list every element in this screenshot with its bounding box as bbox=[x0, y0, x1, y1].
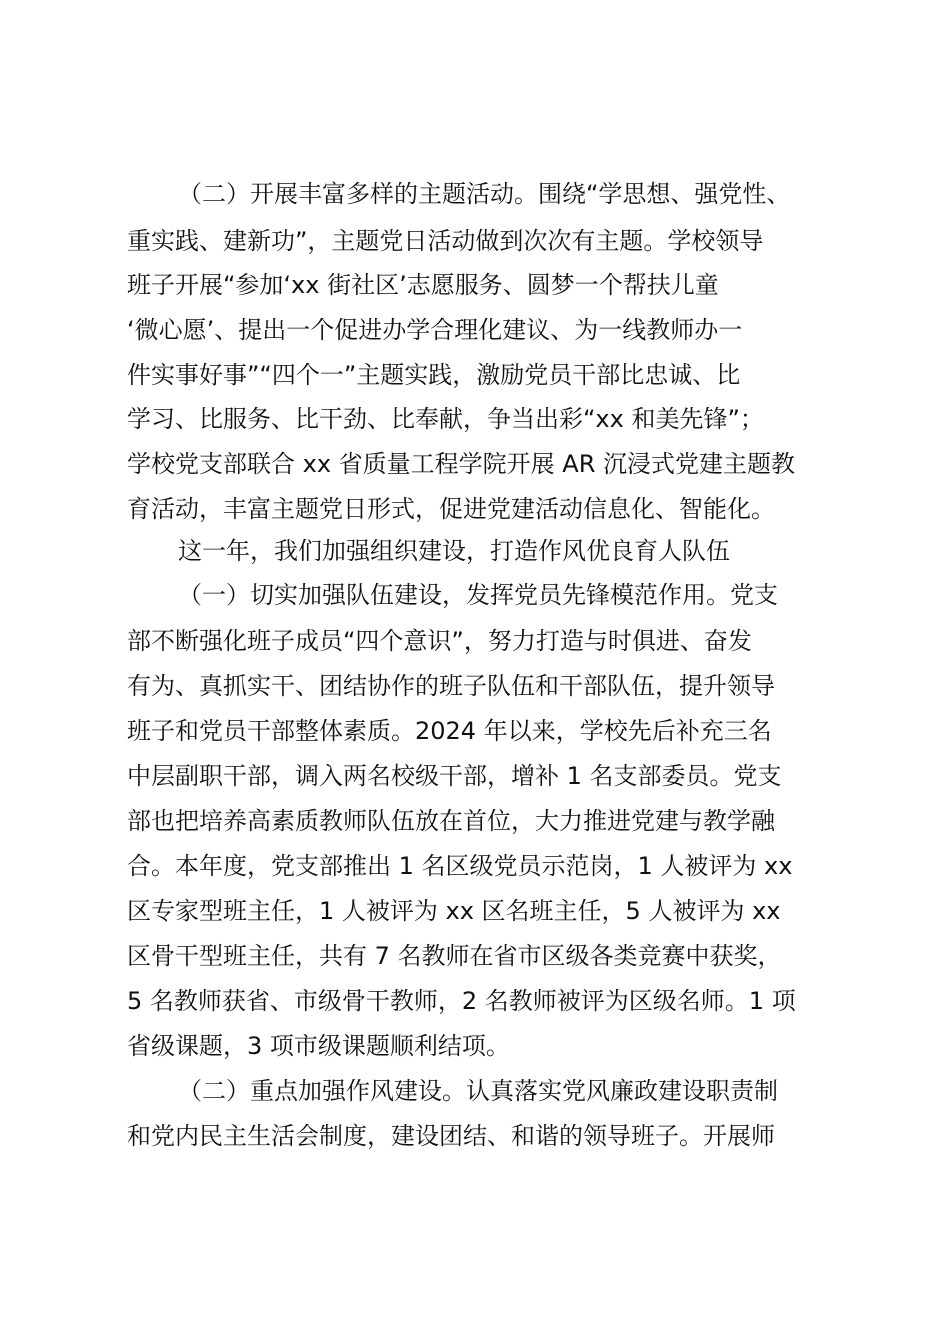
body-text-line: 育活动，丰富主题党日形式，促进党建活动信息化、智能化。 bbox=[127, 495, 775, 523]
body-text-line: 部也把培养高素质教师队伍放在首位，大力推进党建与教学融 bbox=[127, 807, 775, 835]
body-text-line: （二）开展丰富多样的主题活动。围绕“学思想、强党性、 bbox=[178, 180, 791, 208]
section-heading: 这一年，我们加强组织建设，打造作风优良育人队伍 bbox=[178, 537, 730, 565]
body-text-line: 省级课题，3 项市级课题顺利结项。 bbox=[127, 1032, 510, 1060]
body-text-line: 班子和党员干部整体素质。2024 年以来，学校先后补充三名 bbox=[127, 717, 772, 745]
body-text-line: 和党内民主生活会制度，建设团结、和谐的领导班子。开展师 bbox=[127, 1122, 775, 1150]
body-text-line: 合。本年度，党支部推出 1 名区级党员示范岗，1 人被评为 xx bbox=[127, 852, 793, 880]
body-text-line: 班子开展“参加‘xx 街社区’志愿服务、圆梦一个帮扶儿童 bbox=[127, 271, 719, 299]
body-text-line: 件实事好事”“四个一”主题实践，激励党员干部比忠诚、比 bbox=[127, 361, 741, 389]
body-text-line: 部不断强化班子成员“四个意识”，努力打造与时俱进、奋发 bbox=[127, 627, 752, 655]
body-text-line: 中层副职干部，调入两名校级干部，增补 1 名支部委员。党支 bbox=[127, 762, 782, 790]
body-text-line: ‘微心愿’、提出一个促进办学合理化建议、为一线教师办一 bbox=[127, 316, 743, 344]
body-text-line: （一）切实加强队伍建设，发挥党员先锋模范作用。党支 bbox=[178, 581, 778, 609]
body-text-line: 重实践、建新功”，主题党日活动做到次次有主题。学校领导 bbox=[127, 227, 764, 255]
body-text-line: （二）重点加强作风建设。认真落实党风廉政建设职责制 bbox=[178, 1077, 778, 1105]
body-text-line: 区专家型班主任，1 人被评为 xx 区名班主任，5 人被评为 xx bbox=[127, 897, 781, 925]
body-text-line: 有为、真抓实干、团结协作的班子队伍和干部队伍，提升领导 bbox=[127, 672, 775, 700]
body-text-line: 学校党支部联合 xx 省质量工程学院开展 AR 沉浸式党建主题教 bbox=[127, 450, 796, 478]
body-text-line: 学习、比服务、比干劲、比奉献，争当出彩“xx 和美先锋”； bbox=[127, 405, 764, 433]
body-text-line: 5 名教师获省、市级骨干教师，2 名教师被评为区级名师。1 项 bbox=[127, 987, 796, 1015]
body-text-line: 区骨干型班主任，共有 7 名教师在省市区级各类竞赛中获奖， bbox=[127, 942, 782, 970]
